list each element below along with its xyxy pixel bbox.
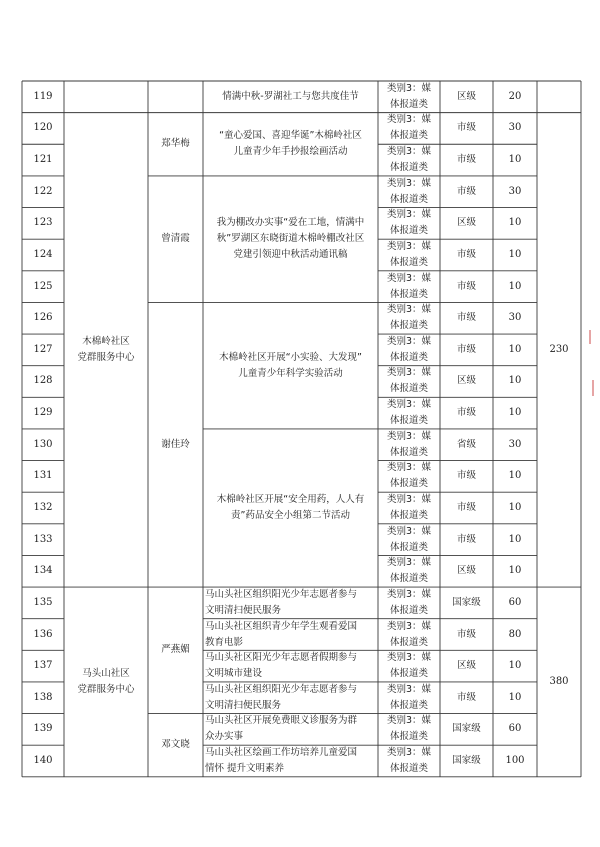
level-cell: 国家级 xyxy=(452,723,481,735)
category-cell: 类别3：媒 体报道类 xyxy=(386,557,432,585)
level-cell: 区级 xyxy=(456,660,476,672)
organization-cell: 马头山社区 党群服务中心 xyxy=(77,667,135,695)
category-cell: 类别3：媒 体报道类 xyxy=(386,240,432,268)
score-cell: 30 xyxy=(508,438,522,450)
activity-cell: 木棉岭社区开展“安全用药，人人有 责”药品安全小组第二节活动 xyxy=(216,493,365,521)
score-cell: 60 xyxy=(508,723,522,735)
score-cell: 80 xyxy=(508,628,522,640)
score-cell: 10 xyxy=(508,502,522,513)
level-cell: 市级 xyxy=(456,154,476,166)
score-cell: 10 xyxy=(508,375,522,387)
category-cell: 类别3：媒 体报道类 xyxy=(386,114,432,142)
level-cell: 市级 xyxy=(456,280,476,292)
level-cell: 市级 xyxy=(456,185,476,197)
score-cell: 10 xyxy=(508,660,522,672)
category-cell: 类别3：媒 体报道类 xyxy=(386,304,432,332)
activity-cell: 马山头社区阳光少年志愿者假期参与 文明城市建设 xyxy=(205,652,358,680)
activity-cell: 木棉岭社区开展“小实验、大发现” 儿童青少年科学实验活动 xyxy=(219,351,362,379)
score-cell: 10 xyxy=(508,154,522,166)
level-cell: 区级 xyxy=(456,90,476,102)
category-cell: 类别3：媒 体报道类 xyxy=(386,652,432,680)
score-cell: 60 xyxy=(508,596,522,608)
category-cell: 类别3：媒 体报道类 xyxy=(386,462,432,490)
level-cell: 市级 xyxy=(456,248,476,260)
level-cell: 市级 xyxy=(456,470,476,482)
level-cell: 市级 xyxy=(456,502,476,513)
category-cell: 类别3：媒 体报道类 xyxy=(386,494,432,521)
row-number-cell: 119 xyxy=(33,90,53,102)
row-number-cell: 124 xyxy=(33,248,53,260)
score-cell: 10 xyxy=(508,280,522,292)
person-cell xyxy=(148,81,203,113)
row-number-cell: 126 xyxy=(33,312,53,324)
category-cell: 类别3：媒 体报道类 xyxy=(386,430,432,458)
activity-cell: 情满中秋-罗湖社工与您共度佳节 xyxy=(222,90,359,102)
row-number-cell: 133 xyxy=(33,533,53,545)
row-number-cell: 130 xyxy=(33,438,53,450)
category-cell: 类别3：媒 体报道类 xyxy=(386,335,432,363)
level-cell: 国家级 xyxy=(452,596,481,608)
row-number-cell: 120 xyxy=(33,122,53,134)
score-cell: 30 xyxy=(508,185,522,197)
category-cell: 类别3：媒 体报道类 xyxy=(386,588,432,616)
level-cell: 省级 xyxy=(456,438,476,450)
category-cell: 类别3：媒 体报道类 xyxy=(386,82,432,110)
total-score-cell: 230 xyxy=(549,343,569,355)
row-number-cell: 131 xyxy=(33,470,53,482)
score-cell: 10 xyxy=(508,217,522,229)
row-number-cell: 137 xyxy=(33,660,53,672)
organization-cell: 木棉岭社区 党群服务中心 xyxy=(77,335,135,363)
level-cell: 区级 xyxy=(456,565,476,577)
row-number-cell: 134 xyxy=(33,565,53,577)
category-cell: 类别3：媒 体报道类 xyxy=(386,399,432,427)
row-number-cell: 129 xyxy=(33,407,53,419)
row-number-cell: 125 xyxy=(33,280,53,292)
activity-cell: 马山头社区绘画工作坊培养儿童爱国 情怀 提升文明素养 xyxy=(205,747,358,775)
category-cell: 类别3：媒 体报道类 xyxy=(386,620,432,648)
person-cell: 郑华梅 xyxy=(161,138,190,150)
person-cell: 严燕媚 xyxy=(161,644,190,656)
row-number-cell: 127 xyxy=(33,343,53,355)
score-cell: 10 xyxy=(508,248,522,260)
score-cell: 10 xyxy=(508,691,522,703)
level-cell: 区级 xyxy=(456,217,476,229)
scan-mark xyxy=(592,380,594,396)
person-cell: 曾清霞 xyxy=(161,233,190,245)
score-cell: 30 xyxy=(508,122,522,134)
activity-cell: 马山头社区开展免费眼义诊服务为群 众办实事 xyxy=(205,715,358,743)
row-number-cell: 122 xyxy=(33,185,53,197)
level-cell: 市级 xyxy=(456,312,476,324)
category-cell: 类别3：媒 体报道类 xyxy=(386,272,432,300)
category-cell: 类别3：媒 体报道类 xyxy=(386,177,432,205)
score-cell: 100 xyxy=(505,755,525,767)
category-cell: 类别3：媒 体报道类 xyxy=(386,525,432,553)
category-cell: 类别3：媒 体报道类 xyxy=(386,146,432,174)
level-cell: 市级 xyxy=(456,407,476,419)
category-cell: 类别3：媒 体报道类 xyxy=(386,715,432,743)
row-number-cell: 135 xyxy=(33,596,53,608)
score-cell: 10 xyxy=(508,533,522,545)
row-number-cell: 138 xyxy=(33,691,53,703)
row-number-cell: 139 xyxy=(33,723,53,735)
total-score-cell xyxy=(537,81,581,113)
activity-cell: 马山头社区组织阳光少年志愿者参与 文明清扫便民服务 xyxy=(205,683,358,711)
level-cell: 市级 xyxy=(456,628,476,640)
row-number-cell: 128 xyxy=(33,375,53,387)
row-number-cell: 132 xyxy=(33,502,53,513)
level-cell: 市级 xyxy=(456,343,476,355)
row-number-cell: 136 xyxy=(33,628,53,640)
level-cell: 国家级 xyxy=(452,755,481,767)
category-cell: 类别3：媒 体报道类 xyxy=(386,209,432,237)
row-number-cell: 121 xyxy=(33,154,53,166)
scan-mark xyxy=(589,330,591,344)
category-cell: 类别3：媒 体报道类 xyxy=(386,367,432,395)
score-cell: 20 xyxy=(508,90,522,102)
score-cell: 10 xyxy=(508,343,522,355)
level-cell: 市级 xyxy=(456,533,476,545)
row-number-cell: 140 xyxy=(33,755,53,767)
activity-cell: “童心爱国、喜迎华诞”木棉岭社区 儿童青少年手抄报绘画活动 xyxy=(219,130,362,158)
score-cell: 10 xyxy=(508,470,522,482)
level-cell: 市级 xyxy=(456,691,476,703)
score-cell: 30 xyxy=(508,312,522,324)
score-cell: 10 xyxy=(508,407,522,419)
total-score-cell: 380 xyxy=(549,675,569,687)
person-cell: 邓文晓 xyxy=(161,739,190,751)
activity-cell: 马山头社区组织阳光少年志愿者参与 文明清扫便民服务 xyxy=(205,588,358,616)
level-cell: 市级 xyxy=(456,122,476,134)
category-cell: 类别3：媒 体报道类 xyxy=(386,683,432,711)
category-cell: 类别3：媒 体报道类 xyxy=(386,747,432,775)
score-cell: 10 xyxy=(508,565,522,577)
row-number-cell: 123 xyxy=(33,217,53,229)
person-cell: 谢佳玲 xyxy=(161,438,190,450)
activity-cell: 马山头社区组织青少年学生观看爱国 教育电影 xyxy=(205,620,358,648)
activity-cell: 我为棚改办实事“爱在工地，情满中 秋”罗湖区东晓街道木棉岭棚改社区 党建引领迎中秋活动通讯稿 xyxy=(216,217,365,261)
level-cell: 区级 xyxy=(456,375,476,387)
